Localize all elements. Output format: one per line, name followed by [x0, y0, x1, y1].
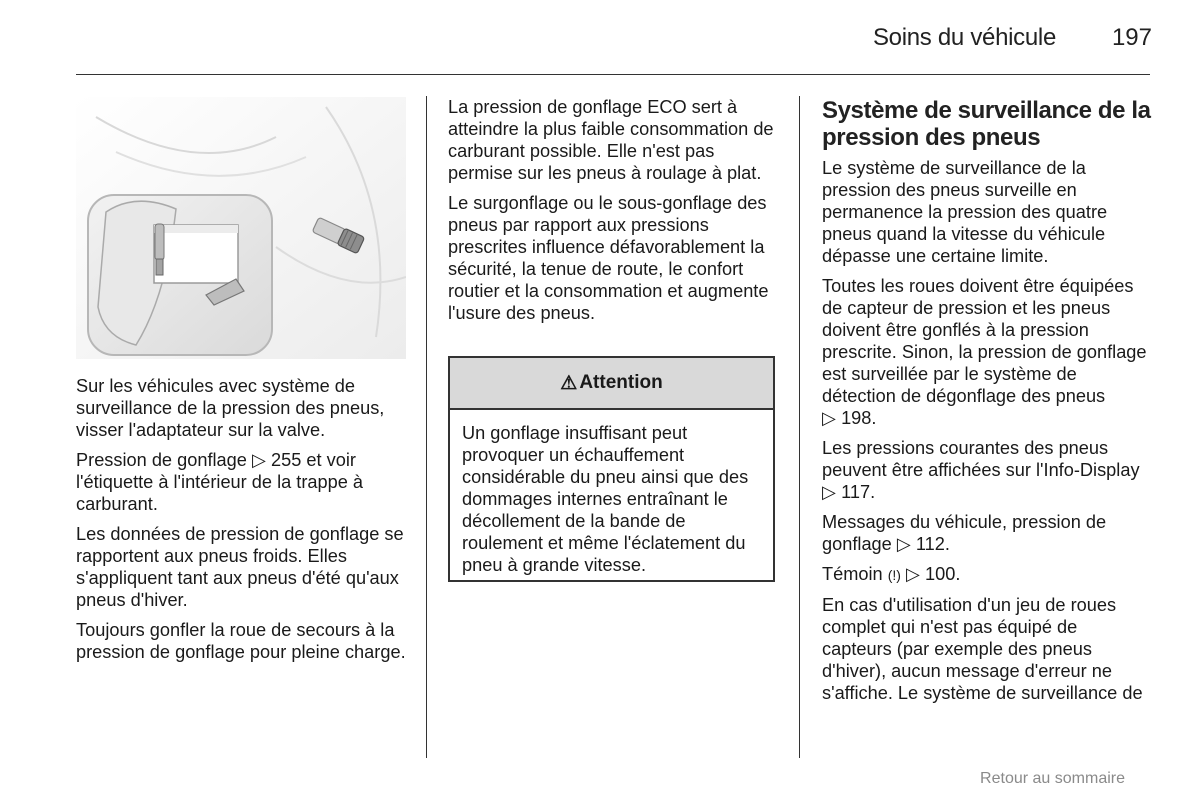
paragraph: Témoin (!) ▷ 100. — [822, 564, 961, 584]
warning-header — [450, 358, 773, 410]
paragraph: Pression de gonflage ▷ 255 et voir l'étiquette à l'intérieur de la trappe à carburant. — [76, 450, 364, 514]
column-divider-right — [799, 96, 800, 758]
page-reference-link[interactable]: 100 — [925, 564, 956, 584]
paragraph: Sur les véhicules avec système de surveillance de la pression des pneus, visser l'adaptateur sur la valve. — [76, 376, 385, 440]
reference-arrow-icon: ▷ — [822, 482, 836, 502]
page-number: 197 — [1111, 24, 1152, 51]
column-divider-left — [426, 96, 427, 758]
paragraph: Messages du véhicule, pression de gonflage ▷ 112. — [822, 512, 1107, 554]
reference-arrow-icon: ▷ — [905, 564, 920, 584]
section-title: Soins du véhicule — [872, 24, 1056, 51]
page-reference-link[interactable]: 255 — [271, 450, 302, 470]
column-middle — [448, 96, 778, 332]
page-reference-link[interactable]: 198 — [841, 408, 872, 428]
paragraph: Toujours gonfler la roue de secours à la pression de gonflage pour pleine charge. — [76, 620, 406, 662]
warning-text: Un gonflage insuffisant peut provoquer un échauffement considérable du pneu ainsi que des dommages internes entraînant le décollement de la bande de roulement et même l'éclatement du pneu à grande vitesse. — [462, 423, 749, 575]
warning-box — [448, 356, 775, 582]
paragraph: Les pressions courantes des pneus peuvent être affichées sur l'Info-Display ▷ 117. — [822, 438, 1140, 502]
page-reference-link[interactable]: 117 — [841, 482, 871, 502]
paragraph: Les données de pression de gonflage se rapportent aux pneus froids. Elles s'appliquent tant aux pneus d'été qu'aux pneus d'hiver. — [76, 524, 404, 610]
reference-arrow-icon: ▷ — [896, 534, 911, 554]
warning-triangle-icon: ⚠ — [560, 372, 578, 394]
header-divider — [76, 74, 1150, 75]
paragraph: La pression de gonflage ECO sert à atteindre la plus faible consommation de carburant possible. Elle n'est pas permise sur les pneus à roulage à plat. — [448, 97, 774, 183]
section-heading: Système de surveillance de la pression des pneus — [822, 97, 1151, 151]
paragraph: En cas d'utilisation d'un jeu de roues complet qui n'est pas équipé de capteurs (par exemple des pneus d'hiver), aucun message d'erreur ne s'affiche. Le système de surveillance de — [822, 595, 1143, 703]
page-reference-link[interactable]: 112 — [915, 534, 945, 554]
warning-title: Attention — [579, 372, 663, 393]
back-to-contents-link[interactable]: Retour au sommaire — [980, 770, 1125, 787]
paragraph: Le surgonflage ou le sous-gonflage des pneus par rapport aux pressions prescrites influence défavorablement la sécurité, la tenue de route, le confort routier et la consommation et augmente l'usure des pneus. — [448, 193, 769, 323]
reference-arrow-icon: ▷ — [822, 408, 836, 428]
paragraph: Toutes les roues doivent être équipées de capteur de pression et les pneus doivent être gonflés à la pression prescrite. Sinon, la pression de gonflage est surveillée par le système de détection de dégonflage des pneus ▷ 198. — [822, 276, 1147, 428]
reference-arrow-icon: ▷ — [251, 450, 266, 470]
paragraph: Le système de surveillance de la pression des pneus surveille en permanence la pression des quatre pneus quand la vitesse du véhicule dépasse une certaine limite. — [822, 158, 1108, 266]
tyre-pressure-warning-icon: (!) — [887, 567, 901, 583]
tyre-valve-illustration — [76, 97, 406, 359]
column-right — [822, 97, 1152, 712]
column-left — [76, 375, 406, 671]
